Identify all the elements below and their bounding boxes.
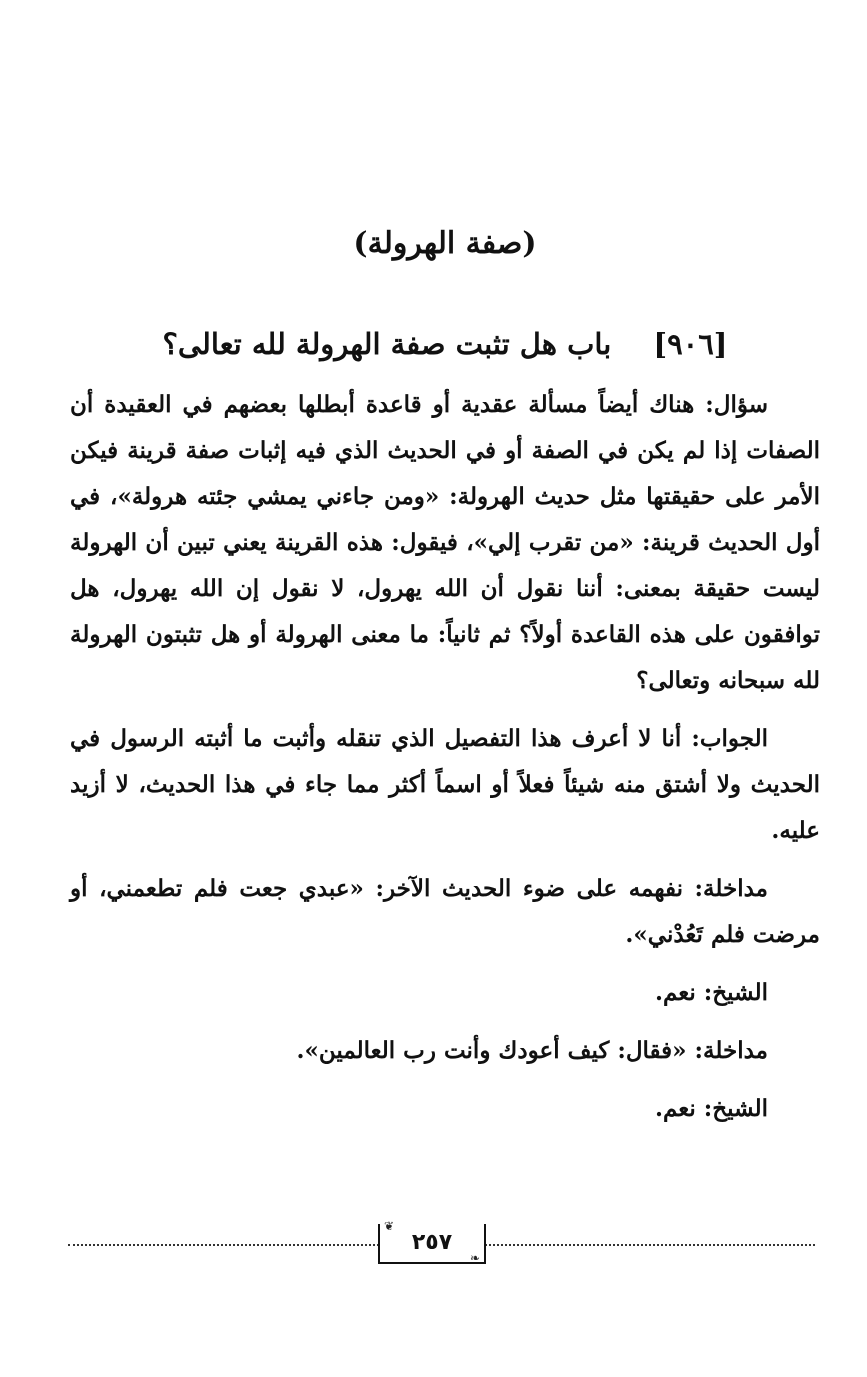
document-page: [70, 0, 820, 1377]
ornament-icon: ❧: [469, 1251, 480, 1265]
chapter-heading: [70, 322, 820, 366]
sheikh-reply: الشيخ: نعم.: [654, 979, 768, 1006]
body-text: [70, 382, 820, 1144]
page-number-frame: [378, 1219, 486, 1265]
chapter-title: باب هل تثبت صفة الهرولة لله تعالى؟: [162, 327, 612, 361]
intervention-paragraph: مداخلة: نفهمه على ضوء الحديث الآخر: «عبدي جعت فلم تطعمني، أو مرضت فلم تَعُدْني».: [70, 875, 820, 948]
answer-paragraph: الجواب: أنا لا أعرف هذا التفصيل الذي تنقله وأثبت ما أثبته الرسول في الحديث ولا أشتق منه شيئاً فعلاً أو اسماً أكثر مما جاء في هذا الحديث، لا أزيد عليه.: [70, 725, 820, 844]
chapter-number: [٩٠٦]: [653, 327, 728, 361]
intervention-paragraph-2: مداخلة: «فقال: كيف أعودك وأنت رب العالمين».: [296, 1037, 768, 1064]
question-paragraph: سؤال: هناك أيضاً مسألة عقدية أو قاعدة أبطلها بعضهم في العقيدة أن الصفات إذا لم يكن في الصفة أو في الحديث الذي فيه إثبات صفة قرينة فيكن الأمر على حقيقتها مثل حديث الهرولة: «ومن جاءني يمشي جئته هرولة»، في أول الحديث قرينة: «من تقرب إلي»، فيقول: هذه القرينة يعني تبين أن الهرولة ليست حقيقة بمعنى: أننا نقول أن الله يهرول، لا نقول إن الله يهرول، هل توافقون على هذه القاعدة أولاً؟ ثم ثانياً: ما معنى الهرولة أو هل تثبتون الهرولة لله سبحانه وتعالى؟: [70, 391, 820, 694]
page-number: ٢٥٧: [411, 1230, 453, 1255]
ornament-icon: ❦: [384, 1219, 395, 1233]
section-title: (صفة الهرولة): [353, 226, 537, 261]
sheikh-reply-2: الشيخ: نعم.: [654, 1095, 768, 1122]
